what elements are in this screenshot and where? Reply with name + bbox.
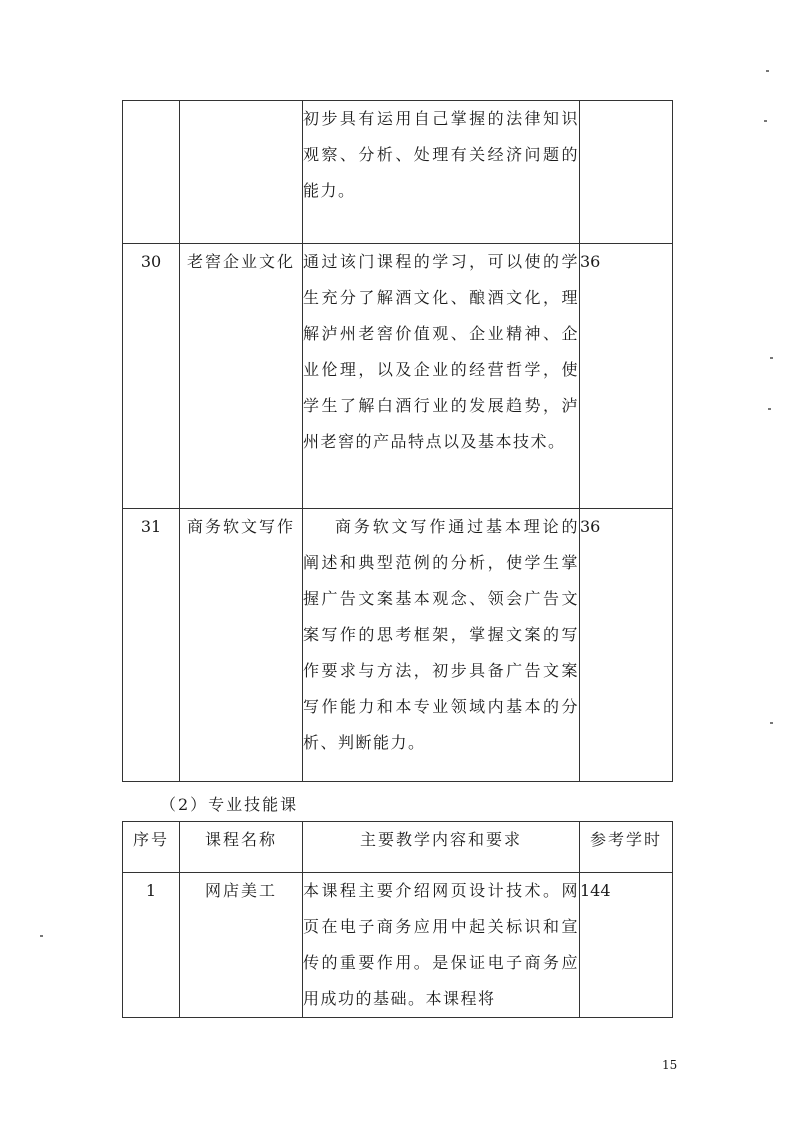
header-hours: 参考学时 <box>580 822 673 873</box>
row-number: 31 <box>123 509 180 782</box>
header-content: 主要教学内容和要求 <box>303 822 580 873</box>
table-header-row <box>123 822 673 873</box>
table-row <box>123 873 673 1018</box>
course-content: 初步具有运用自己掌握的法律知识观察、分析、处理有关经济问题的能力。 <box>303 101 580 244</box>
row-number <box>123 101 180 244</box>
course-hours: 36 <box>580 244 673 509</box>
scan-speck <box>40 935 43 937</box>
scan-speck <box>766 70 769 72</box>
course-name <box>180 101 303 244</box>
skill-course-table <box>122 821 673 1018</box>
row-number: 1 <box>123 873 180 1018</box>
course-name: 网店美工 <box>180 873 303 1018</box>
course-hours: 144 <box>580 873 673 1018</box>
scan-speck <box>768 408 771 410</box>
scan-speck <box>770 722 773 724</box>
course-name: 老窖企业文化 <box>180 244 303 509</box>
table-row <box>123 101 673 244</box>
section-heading: （2）专业技能课 <box>160 795 299 814</box>
header-course-name: 课程名称 <box>180 822 303 873</box>
course-name: 商务软文写作 <box>180 509 303 782</box>
scan-speck <box>764 120 767 122</box>
page-number: 15 <box>662 1058 678 1072</box>
table-row <box>123 244 673 509</box>
course-table-continued <box>122 100 673 782</box>
course-content: 本课程主要介绍网页设计技术。网页在电子商务应用中起关标识和宣传的重要作用。是保证电子商务应用成功的基础。本课程将 <box>303 873 580 1018</box>
course-content: 商务软文写作通过基本理论的阐述和典型范例的分析，使学生掌握广告文案基本观念、领会广告文案写作的思考框架，掌握文案的写作要求与方法，初步具备广告文案写作能力和本专业领域内基本的分析、判断能力。 <box>303 509 580 782</box>
table-row <box>123 509 673 782</box>
course-content: 通过该门课程的学习，可以使的学生充分了解酒文化、酿酒文化，理解泸州老窖价值观、企业精神、企业伦理，以及企业的经营哲学，使学生了解白酒行业的发展趋势，泸州老窖的产品特点以及基本技术。 <box>303 244 580 509</box>
course-hours <box>580 101 673 244</box>
course-hours: 36 <box>580 509 673 782</box>
scan-speck <box>770 357 773 359</box>
header-number: 序号 <box>123 822 180 873</box>
row-number: 30 <box>123 244 180 509</box>
